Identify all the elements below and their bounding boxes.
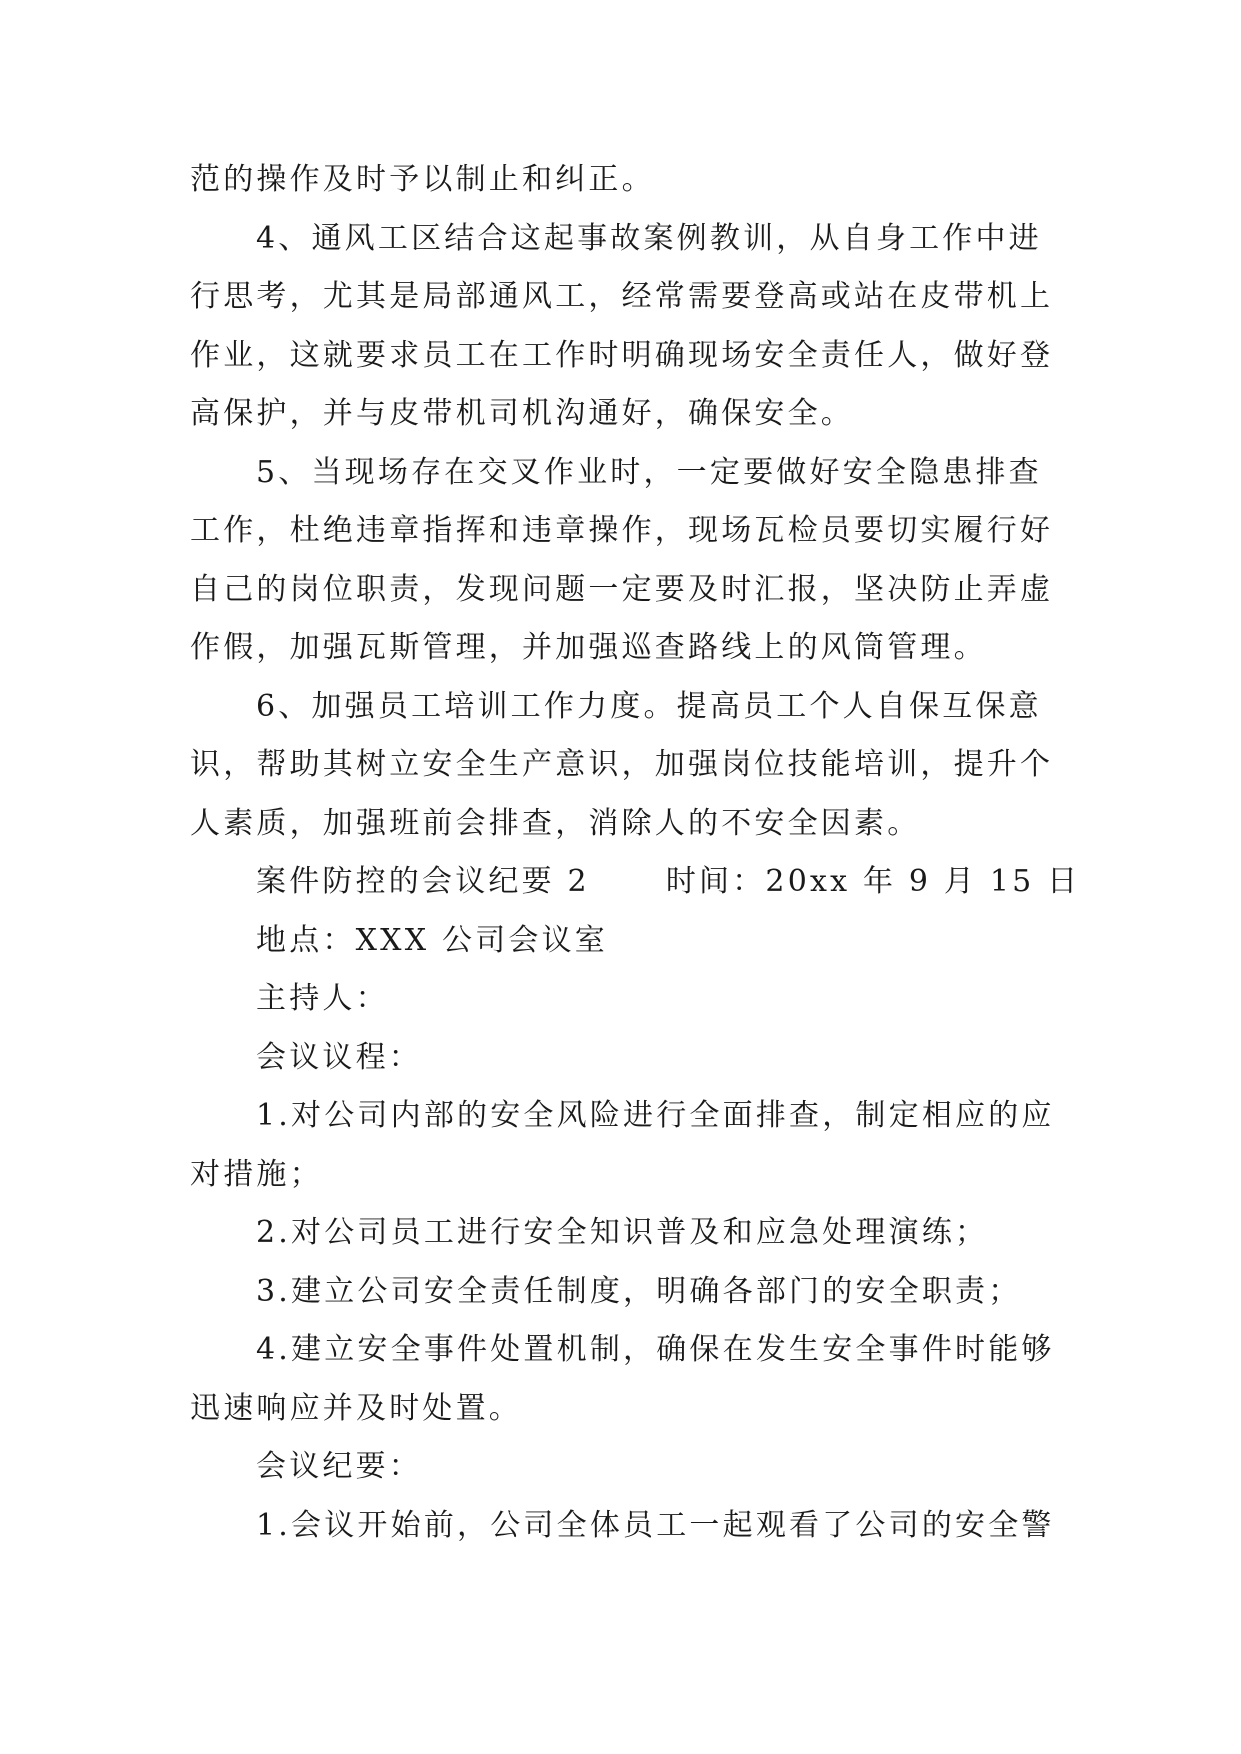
paragraph-item-6: 6、加强员工培训工作力度。提高员工个人自保互保意 [256, 688, 1042, 724]
body-line: 行思考，尤其是局部通风工，经常需要登高或站在皮带机上 [190, 279, 1054, 314]
body-line: 作假，加强瓦斯管理，并加强巡查路线上的风筒管理。 [190, 630, 987, 665]
meeting-title: 案件防控的会议纪要 2 [256, 864, 590, 899]
body-line: 作业，这就要求员工在工作时明确现场安全责任人，做好登 [190, 337, 1054, 373]
body-line: 识，帮助其树立安全生产意识，加强岗位技能培训，提升个 [190, 747, 1054, 782]
body-line: 高保护，并与皮带机司机沟通好，确保安全。 [190, 396, 854, 431]
agenda-heading: 会议议程： [256, 1039, 422, 1075]
agenda-item-3: 3.建立公司安全责任制度，明确各部门的安全职责； [256, 1273, 1022, 1309]
minutes-item-1: 1.会议开始前，公司全体员工一起观看了公司的安全警 [256, 1507, 1055, 1543]
body-line: 人素质，加强班前会排查，消除人的不安全因素。 [190, 805, 921, 841]
body-line: 工作，杜绝违章指挥和违章操作，现场瓦检员要切实履行好 [190, 513, 1054, 548]
agenda-item-2: 2.对公司员工进行安全知识普及和应急处理演练； [256, 1215, 989, 1250]
document-body [190, 151, 1081, 1555]
minutes-heading: 会议纪要： [256, 1449, 422, 1484]
agenda-item-1: 1.对公司内部的安全风险进行全面排查，制定相应的应 [256, 1098, 1055, 1133]
meeting-title-line [190, 853, 1081, 912]
meeting-location: 地点：XXX 公司会议室 [256, 922, 609, 958]
agenda-item-1-cont: 对措施； [190, 1156, 323, 1192]
agenda-item-4: 4.建立安全事件处置机制，确保在发生安全事件时能够 [256, 1332, 1055, 1367]
body-line: 自己的岗位职责，发现问题一定要及时汇报，坚决防止弄虚 [190, 571, 1054, 607]
meeting-time: 时间：20xx 年 9 月 15 日 [665, 864, 1081, 899]
paragraph-item-5: 5、当现场存在交叉作业时，一定要做好安全隐患排查 [256, 454, 1042, 490]
paragraph-item-4: 4、通风工区结合这起事故案例教训，从自身工作中进 [256, 220, 1042, 256]
body-line: 范的操作及时予以制止和纠正。 [190, 162, 655, 197]
agenda-item-4-cont: 迅速响应并及时处置。 [190, 1390, 522, 1426]
meeting-host: 主持人： [256, 981, 389, 1016]
